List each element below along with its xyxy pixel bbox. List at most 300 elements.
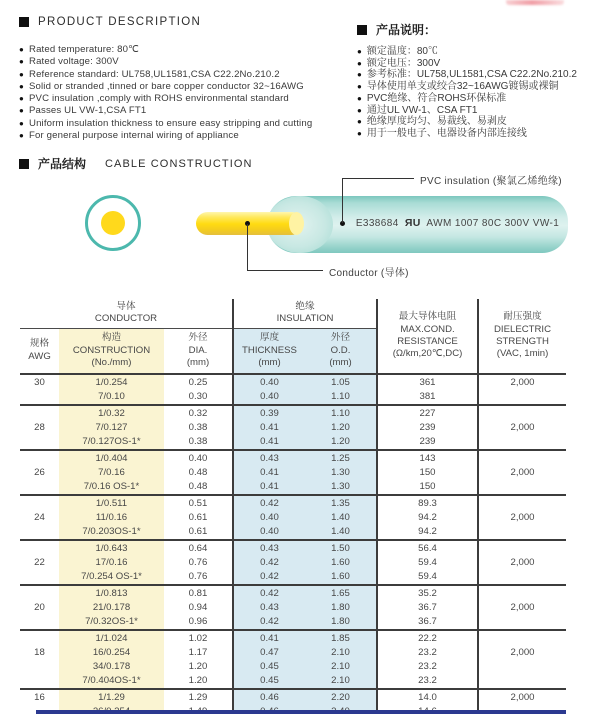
cable-cross-section bbox=[85, 195, 141, 251]
cell-line bbox=[20, 570, 59, 584]
cell-line: 0.61 bbox=[188, 511, 208, 523]
spec-table-head bbox=[20, 299, 566, 374]
cell-awg bbox=[20, 630, 59, 689]
cell-line: 150 bbox=[419, 480, 436, 492]
cell-line: 56.4 bbox=[418, 542, 437, 554]
cell-line: 28 bbox=[34, 421, 45, 433]
cell-dielectric bbox=[478, 630, 566, 689]
cell-thickness bbox=[233, 540, 305, 585]
cell-line: 2,000 bbox=[510, 421, 535, 433]
product-notes-heading bbox=[357, 21, 436, 38]
bullet-icon: ● bbox=[357, 128, 362, 138]
bullet-item bbox=[19, 44, 312, 56]
cell-dia bbox=[164, 450, 233, 495]
cell-line: 150 bbox=[419, 466, 436, 478]
cell-line: 30 bbox=[34, 376, 45, 388]
cell-line: 0.76 bbox=[188, 570, 208, 582]
cell-line: 2.10 bbox=[331, 660, 350, 672]
cell-line: 36.7 bbox=[418, 615, 437, 627]
cell-line: 0.51 bbox=[188, 497, 208, 509]
cell-line: 0.46 bbox=[260, 691, 279, 703]
cell-line: 2,000 bbox=[510, 466, 535, 478]
cell-line bbox=[479, 615, 566, 629]
cell-line bbox=[479, 525, 566, 539]
cell-line: 0.43 bbox=[260, 452, 279, 464]
cell-line: 0.42 bbox=[260, 615, 279, 627]
cell-construction bbox=[59, 495, 164, 540]
cell-thickness bbox=[233, 630, 305, 689]
header-group-insulation bbox=[233, 299, 377, 328]
cell-awg bbox=[20, 540, 59, 585]
bullet-icon: ● bbox=[357, 82, 362, 92]
cell-line bbox=[479, 480, 566, 494]
cell-line: 1.20 bbox=[331, 421, 350, 433]
product-notes-title: 产品说明： bbox=[376, 23, 437, 37]
header-dielectric-strength bbox=[478, 299, 566, 374]
cell-construction bbox=[59, 374, 164, 405]
cell-line: 0.47 bbox=[260, 646, 279, 658]
header-line: 耐压强度 bbox=[503, 311, 542, 323]
cell-thickness bbox=[233, 585, 305, 630]
cell-line: 1/0.404 bbox=[95, 452, 128, 464]
cell-od bbox=[305, 374, 377, 405]
cell-line: 1/1.29 bbox=[98, 691, 125, 703]
cell-line bbox=[479, 570, 566, 584]
ul-recognized-mark-icon: ЯU bbox=[404, 217, 421, 229]
cell-line bbox=[479, 390, 566, 404]
header-line: (VAC, 1min) bbox=[496, 348, 549, 360]
cell-line: 7/0.254 OS-1* bbox=[81, 570, 142, 582]
cell-dielectric bbox=[478, 374, 566, 405]
cell-line: 94.2 bbox=[418, 525, 437, 537]
cell-od bbox=[305, 630, 377, 689]
cell-dia bbox=[164, 585, 233, 630]
insulation-callout-line-vertical bbox=[342, 178, 343, 223]
awm-rating-text: AWM 1007 80C 300V VW-1 bbox=[426, 218, 560, 229]
cell-resistance bbox=[377, 405, 478, 450]
bullet-icon: ● bbox=[19, 45, 24, 54]
cable-construction-heading bbox=[19, 155, 253, 172]
cell-line bbox=[20, 390, 59, 404]
cell-line: 1.65 bbox=[331, 587, 350, 599]
header-line: CONSTRUCTION bbox=[72, 344, 151, 356]
bullet-icon: ● bbox=[357, 117, 362, 127]
spec-row-awg-28 bbox=[20, 405, 566, 450]
cell-line: 1/0.254 bbox=[95, 376, 128, 388]
cell-line bbox=[479, 674, 566, 688]
bullet-text: 通过UL VW-1、CSA FT1 bbox=[366, 104, 478, 116]
cell-line: 0.41 bbox=[260, 480, 279, 492]
cell-line bbox=[20, 587, 59, 601]
cell-dielectric bbox=[478, 585, 566, 630]
cropped-logo-fragment bbox=[506, 0, 564, 5]
cell-line: 7/0.203OS-1* bbox=[82, 525, 141, 537]
cell-dia bbox=[164, 495, 233, 540]
spec-row-awg-24 bbox=[20, 495, 566, 540]
cell-line: 2,000 bbox=[510, 376, 535, 388]
cell-od bbox=[305, 405, 377, 450]
cell-line: 22.2 bbox=[418, 632, 437, 644]
cell-line: 7/0.10 bbox=[98, 390, 125, 402]
insulation-label: PVC insulation (聚氯乙烯绝缘) bbox=[420, 176, 562, 187]
cell-line: 0.64 bbox=[188, 542, 208, 554]
cell-line: 0.41 bbox=[260, 632, 279, 644]
header-line: (No./mm) bbox=[91, 356, 132, 368]
bullet-icon: ● bbox=[357, 58, 362, 68]
cell-line: 94.2 bbox=[418, 511, 437, 523]
cell-line: 381 bbox=[419, 390, 436, 402]
header-line: AWG bbox=[28, 350, 51, 362]
cell-line bbox=[479, 660, 566, 674]
cell-thickness bbox=[233, 495, 305, 540]
bullet-text: Reference standard: UL758,UL1581,CSA C22.2No.210.2 bbox=[28, 68, 280, 80]
cell-line: 20 bbox=[34, 601, 45, 613]
cell-line: 23.2 bbox=[418, 660, 437, 672]
cell-resistance bbox=[377, 374, 478, 405]
product-description-title: PRODUCT DESCRIPTION bbox=[38, 16, 202, 28]
header-line: INSULATION bbox=[276, 313, 334, 325]
cell-line: 361 bbox=[419, 376, 436, 388]
cell-construction bbox=[59, 585, 164, 630]
cell-line bbox=[479, 435, 566, 449]
cell-line bbox=[20, 632, 59, 646]
cell-line: 16/0.254 bbox=[92, 646, 131, 658]
header-group-conductor bbox=[20, 299, 233, 328]
cell-line: 0.32 bbox=[188, 407, 208, 419]
spec-row-awg-18 bbox=[20, 630, 566, 689]
spec-table-body bbox=[20, 374, 566, 714]
cell-line: 2,000 bbox=[510, 511, 535, 523]
cable-marking-text bbox=[345, 217, 570, 229]
cell-line: 0.61 bbox=[188, 525, 208, 537]
bullet-item bbox=[19, 81, 312, 93]
spec-row-awg-22 bbox=[20, 540, 566, 585]
cell-line: 7/0.127 bbox=[95, 421, 128, 433]
cell-line: 0.94 bbox=[188, 601, 208, 613]
bullet-item bbox=[19, 69, 312, 81]
cell-line: 7/0.127OS-1* bbox=[82, 435, 141, 447]
cell-line: 0.40 bbox=[260, 525, 279, 537]
cell-dia bbox=[164, 630, 233, 689]
cell-line: 1.20 bbox=[188, 660, 208, 672]
footer-accent-bar bbox=[36, 710, 566, 714]
cell-line: 0.38 bbox=[188, 435, 208, 447]
bullet-icon: ● bbox=[19, 81, 24, 91]
cell-line bbox=[479, 632, 566, 646]
cell-dielectric bbox=[478, 540, 566, 585]
bullet-item bbox=[357, 128, 577, 140]
black-square-icon bbox=[19, 159, 29, 169]
cell-line bbox=[20, 480, 59, 494]
cell-line: 1.20 bbox=[188, 674, 208, 686]
cell-line bbox=[20, 452, 59, 466]
cell-line bbox=[20, 615, 59, 629]
cell-line: 0.42 bbox=[260, 570, 279, 582]
cell-awg bbox=[20, 495, 59, 540]
cell-dia bbox=[164, 540, 233, 585]
cell-line: 1.17 bbox=[188, 646, 208, 658]
cell-line: 1.85 bbox=[331, 632, 350, 644]
cell-line: 89.3 bbox=[418, 497, 437, 509]
cell-line bbox=[479, 542, 566, 556]
cell-line: 7/0.16 OS-1* bbox=[83, 480, 140, 492]
bullet-text: 导体使用单支或绞合32~16AWG镀锡或裸铜 bbox=[366, 81, 559, 93]
cell-line: 1.10 bbox=[331, 390, 350, 402]
cell-line: 2,000 bbox=[510, 691, 535, 703]
cell-line: 7/0.16 bbox=[98, 466, 125, 478]
bullet-item bbox=[19, 105, 312, 117]
cell-awg bbox=[20, 374, 59, 405]
bullet-icon: ● bbox=[357, 105, 362, 115]
cell-line: 0.45 bbox=[260, 660, 279, 672]
bullet-item bbox=[19, 130, 312, 142]
conductor-label: Conductor (导体) bbox=[329, 268, 409, 279]
bullet-item bbox=[19, 56, 312, 68]
cell-resistance bbox=[377, 495, 478, 540]
cell-line bbox=[479, 407, 566, 421]
bullet-text: 用于一般电子、电器设备内部连接线 bbox=[366, 127, 527, 139]
bullet-text: Rated voltage: 300V bbox=[28, 56, 119, 68]
header-line: MAX.COND. bbox=[400, 323, 455, 335]
ul-file-number: E338684 bbox=[355, 218, 399, 229]
cell-construction bbox=[59, 540, 164, 585]
product-description-heading bbox=[19, 16, 201, 28]
cell-line bbox=[479, 497, 566, 511]
cell-line: 1.80 bbox=[331, 615, 350, 627]
cell-line: 22 bbox=[34, 556, 45, 568]
cell-line: 1.29 bbox=[188, 691, 208, 703]
cell-line: 2,000 bbox=[510, 601, 535, 613]
cell-line: 1.30 bbox=[331, 466, 350, 478]
cell-line: 18 bbox=[34, 646, 45, 658]
cell-line: 34/0.178 bbox=[92, 660, 131, 672]
header-line: DIA. bbox=[188, 344, 208, 356]
cell-od bbox=[305, 450, 377, 495]
cell-dia bbox=[164, 374, 233, 405]
cell-od bbox=[305, 585, 377, 630]
cell-line: 1.60 bbox=[331, 556, 350, 568]
bullet-text: 绝缘厚度均匀、易裁线、易剥皮 bbox=[366, 116, 507, 128]
cell-line: 1.30 bbox=[331, 480, 350, 492]
cell-line: 239 bbox=[419, 435, 436, 447]
cell-line: 227 bbox=[419, 407, 436, 419]
cell-line: 2.10 bbox=[331, 646, 350, 658]
cell-line: 0.43 bbox=[260, 542, 279, 554]
cell-line: 2.10 bbox=[331, 674, 350, 686]
header-line: 外径 bbox=[330, 332, 351, 344]
header-od bbox=[305, 328, 377, 374]
cell-line: 239 bbox=[419, 421, 436, 433]
cell-line: 17/0.16 bbox=[95, 556, 128, 568]
header-line: DIELECTRIC bbox=[493, 323, 552, 335]
header-thickness bbox=[233, 328, 305, 374]
cell-od bbox=[305, 540, 377, 585]
header-construction bbox=[59, 328, 164, 374]
cell-line: 0.42 bbox=[260, 497, 279, 509]
cell-line: 0.81 bbox=[188, 587, 208, 599]
cell-line: 0.43 bbox=[260, 601, 279, 613]
cell-line bbox=[20, 525, 59, 539]
cell-dielectric bbox=[478, 495, 566, 540]
bullet-text: Passes UL VW-1,CSA FT1 bbox=[28, 105, 147, 117]
bullet-text: 额定温度：80℃ bbox=[366, 46, 438, 57]
cell-construction bbox=[59, 630, 164, 689]
spec-row-awg-20 bbox=[20, 585, 566, 630]
bullet-item bbox=[357, 105, 577, 117]
bullet-icon: ● bbox=[19, 131, 24, 141]
cell-line: 0.40 bbox=[260, 511, 279, 523]
cell-awg bbox=[20, 405, 59, 450]
cell-line: 16 bbox=[34, 691, 45, 703]
cell-dielectric bbox=[478, 405, 566, 450]
cell-line: 143 bbox=[419, 452, 436, 464]
cell-awg bbox=[20, 585, 59, 630]
cell-line: 0.45 bbox=[260, 674, 279, 686]
cell-line: 1/0.511 bbox=[95, 497, 128, 509]
bullet-icon: ● bbox=[19, 118, 24, 128]
bullet-icon: ● bbox=[19, 106, 24, 116]
conductor-callout-line-horizontal bbox=[247, 270, 323, 271]
product-notes-list bbox=[357, 46, 577, 140]
bullet-icon: ● bbox=[357, 93, 362, 103]
bullet-text: 额定电压：300V bbox=[366, 57, 441, 69]
bullet-item bbox=[19, 118, 312, 130]
bullet-text: 参考标准：UL758,UL1581,CSA C22.2No.210.2 bbox=[366, 69, 577, 81]
cell-line bbox=[20, 435, 59, 449]
cell-line: 1.10 bbox=[331, 407, 350, 419]
cell-line: 1.60 bbox=[331, 570, 350, 582]
cell-line: 24 bbox=[34, 511, 45, 523]
cell-line: 59.4 bbox=[418, 556, 437, 568]
bullet-item bbox=[357, 46, 577, 58]
cell-line bbox=[20, 674, 59, 688]
cell-line: 11/0.16 bbox=[95, 511, 128, 523]
cell-line: 0.40 bbox=[260, 376, 279, 388]
spec-row-awg-26 bbox=[20, 450, 566, 495]
cell-line: 0.41 bbox=[260, 421, 279, 433]
bullet-icon: ● bbox=[357, 70, 362, 80]
cell-line: 2,000 bbox=[510, 556, 535, 568]
cell-construction bbox=[59, 405, 164, 450]
cell-line: 0.76 bbox=[188, 556, 208, 568]
cell-line: 1.05 bbox=[331, 376, 350, 388]
cell-construction bbox=[59, 450, 164, 495]
conductor-callout-line-vertical bbox=[247, 224, 248, 270]
cell-resistance bbox=[377, 540, 478, 585]
cell-line: 7/0.32OS-1* bbox=[85, 615, 138, 627]
cell-line bbox=[479, 587, 566, 601]
header-line: 导体 bbox=[116, 300, 136, 312]
cell-line: 0.25 bbox=[188, 376, 208, 388]
cell-line: 0.42 bbox=[260, 587, 279, 599]
cell-resistance bbox=[377, 450, 478, 495]
header-awg bbox=[20, 328, 59, 374]
header-line: 规格 bbox=[29, 338, 50, 350]
cell-line: 0.41 bbox=[260, 435, 279, 447]
cell-line: 1.50 bbox=[331, 542, 350, 554]
bullet-item bbox=[357, 58, 577, 70]
cell-line: 0.40 bbox=[188, 452, 208, 464]
cell-line: 7/0.404OS-1* bbox=[82, 674, 141, 686]
cell-line: 23.2 bbox=[418, 646, 437, 658]
cell-line: 1.20 bbox=[331, 435, 350, 447]
header-line: (mm) bbox=[329, 356, 352, 368]
cell-line: 1.25 bbox=[331, 452, 350, 464]
cell-line: 1.35 bbox=[331, 497, 350, 509]
cell-resistance bbox=[377, 630, 478, 689]
cell-line bbox=[20, 542, 59, 556]
cell-awg bbox=[20, 450, 59, 495]
cell-line: 1.40 bbox=[331, 525, 350, 537]
cell-line: 0.38 bbox=[188, 421, 208, 433]
construction-title-en: CABLE CONSTRUCTION bbox=[105, 157, 253, 170]
cell-resistance bbox=[377, 585, 478, 630]
cell-line: 0.48 bbox=[188, 466, 208, 478]
bullet-item bbox=[357, 69, 577, 81]
cell-line: 0.48 bbox=[188, 480, 208, 492]
header-line: RESISTANCE bbox=[397, 336, 458, 347]
spec-table bbox=[20, 299, 566, 714]
cell-dia bbox=[164, 405, 233, 450]
bullet-text: For general purpose internal wiring of appliance bbox=[28, 130, 239, 142]
bullet-text: PVC绝缘、符合ROHS环保标准 bbox=[366, 92, 507, 104]
header-line: 外径 bbox=[188, 332, 208, 344]
cell-line: 23.2 bbox=[418, 674, 437, 686]
black-square-icon bbox=[19, 17, 29, 27]
header-line: (Ω/km,20℃,DC) bbox=[392, 348, 463, 360]
header-line: O.D. bbox=[330, 344, 351, 356]
cell-dielectric bbox=[478, 450, 566, 495]
cell-line: 36.7 bbox=[418, 601, 437, 613]
cell-thickness bbox=[233, 374, 305, 405]
cell-line: 0.96 bbox=[188, 615, 208, 627]
header-line: 绝缘 bbox=[295, 300, 315, 312]
bullet-text: Uniform insulation thickness to ensure easy stripping and cutting bbox=[28, 117, 313, 129]
cell-line bbox=[20, 407, 59, 421]
bullet-item bbox=[357, 93, 577, 105]
cell-line bbox=[479, 452, 566, 466]
bullet-icon: ● bbox=[357, 47, 362, 56]
cell-line: 1.40 bbox=[331, 511, 350, 523]
bullet-text: Rated temperature: 80℃ bbox=[28, 44, 140, 55]
cell-thickness bbox=[233, 405, 305, 450]
cell-line: 2.20 bbox=[331, 691, 350, 703]
cell-line: 1/1.024 bbox=[95, 632, 128, 644]
cell-od bbox=[305, 495, 377, 540]
conductor-rod-cap bbox=[289, 212, 304, 235]
header-line: STRENGTH bbox=[496, 336, 549, 347]
bullet-icon: ● bbox=[19, 57, 24, 67]
bullet-icon: ● bbox=[19, 94, 24, 104]
construction-title-zh: 产品结构 bbox=[38, 157, 87, 171]
cell-line: 1/0.32 bbox=[98, 407, 125, 419]
header-line: 构造 bbox=[101, 332, 122, 344]
cell-line: 35.2 bbox=[418, 587, 437, 599]
spec-row-awg-30 bbox=[20, 374, 566, 405]
cell-line: 1.02 bbox=[188, 632, 208, 644]
bullet-item bbox=[357, 116, 577, 128]
bullet-icon: ● bbox=[19, 69, 24, 79]
cell-line: 14.0 bbox=[418, 691, 437, 703]
header-line: 厚度 bbox=[259, 332, 280, 344]
cell-line: 26 bbox=[34, 466, 45, 478]
cell-line: 0.42 bbox=[260, 556, 279, 568]
header-line: CONDUCTOR bbox=[94, 313, 158, 325]
header-line: (mm) bbox=[258, 356, 281, 368]
bullet-text: Solid or stranded ,tinned or bare copper conductor 32~16AWG bbox=[28, 80, 304, 92]
bullet-text: PVC insulation ,comply with ROHS environmental standard bbox=[28, 93, 289, 105]
cell-line bbox=[20, 497, 59, 511]
